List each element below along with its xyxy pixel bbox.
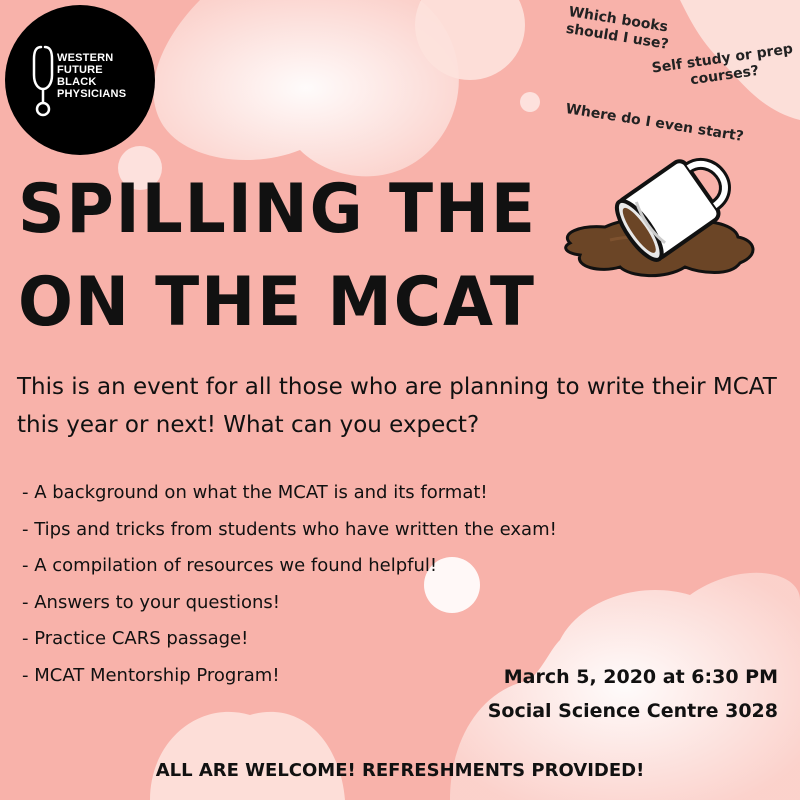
question-start: Where do I even start?: [564, 101, 745, 145]
list-item: - MCAT Mentorship Program!: [22, 664, 280, 686]
spilled-mug-icon: [550, 145, 780, 295]
list-item: - Tips and tricks from students who have written the exam!: [22, 518, 557, 540]
list-item: - A compilation of resources we found helpful!: [22, 555, 438, 576]
intro-text: This is an event for all those who are planning to write their MCAT this year or next! What can you expect?: [17, 374, 777, 438]
list-item: - Answers to your questions!: [22, 591, 280, 613]
question-books: Which books should I use?: [564, 4, 670, 53]
title-line-1: SPILLING THE: [18, 170, 537, 249]
agenda-list: [22, 475, 557, 694]
stethoscope-icon: [31, 45, 55, 121]
logo-text: WESTERN FUTURE BLACK PHYSICIANS: [57, 52, 127, 100]
event-location: Social Science Centre 3028: [487, 700, 778, 722]
logo: [5, 5, 155, 155]
footer-banner: ALL ARE WELCOME! REFRESHMENTS PROVIDED!: [155, 760, 645, 781]
question-prep: Self study or prep courses?: [650, 40, 794, 89]
list-item: - Practice CARS passage!: [22, 628, 249, 649]
list-item: - A background on what the MCAT is and its format!: [22, 482, 488, 503]
event-details: [488, 660, 778, 728]
event-datetime: March 5, 2020 at 6:30 PM: [503, 666, 778, 688]
title-line-2: ON THE MCAT: [18, 263, 536, 342]
